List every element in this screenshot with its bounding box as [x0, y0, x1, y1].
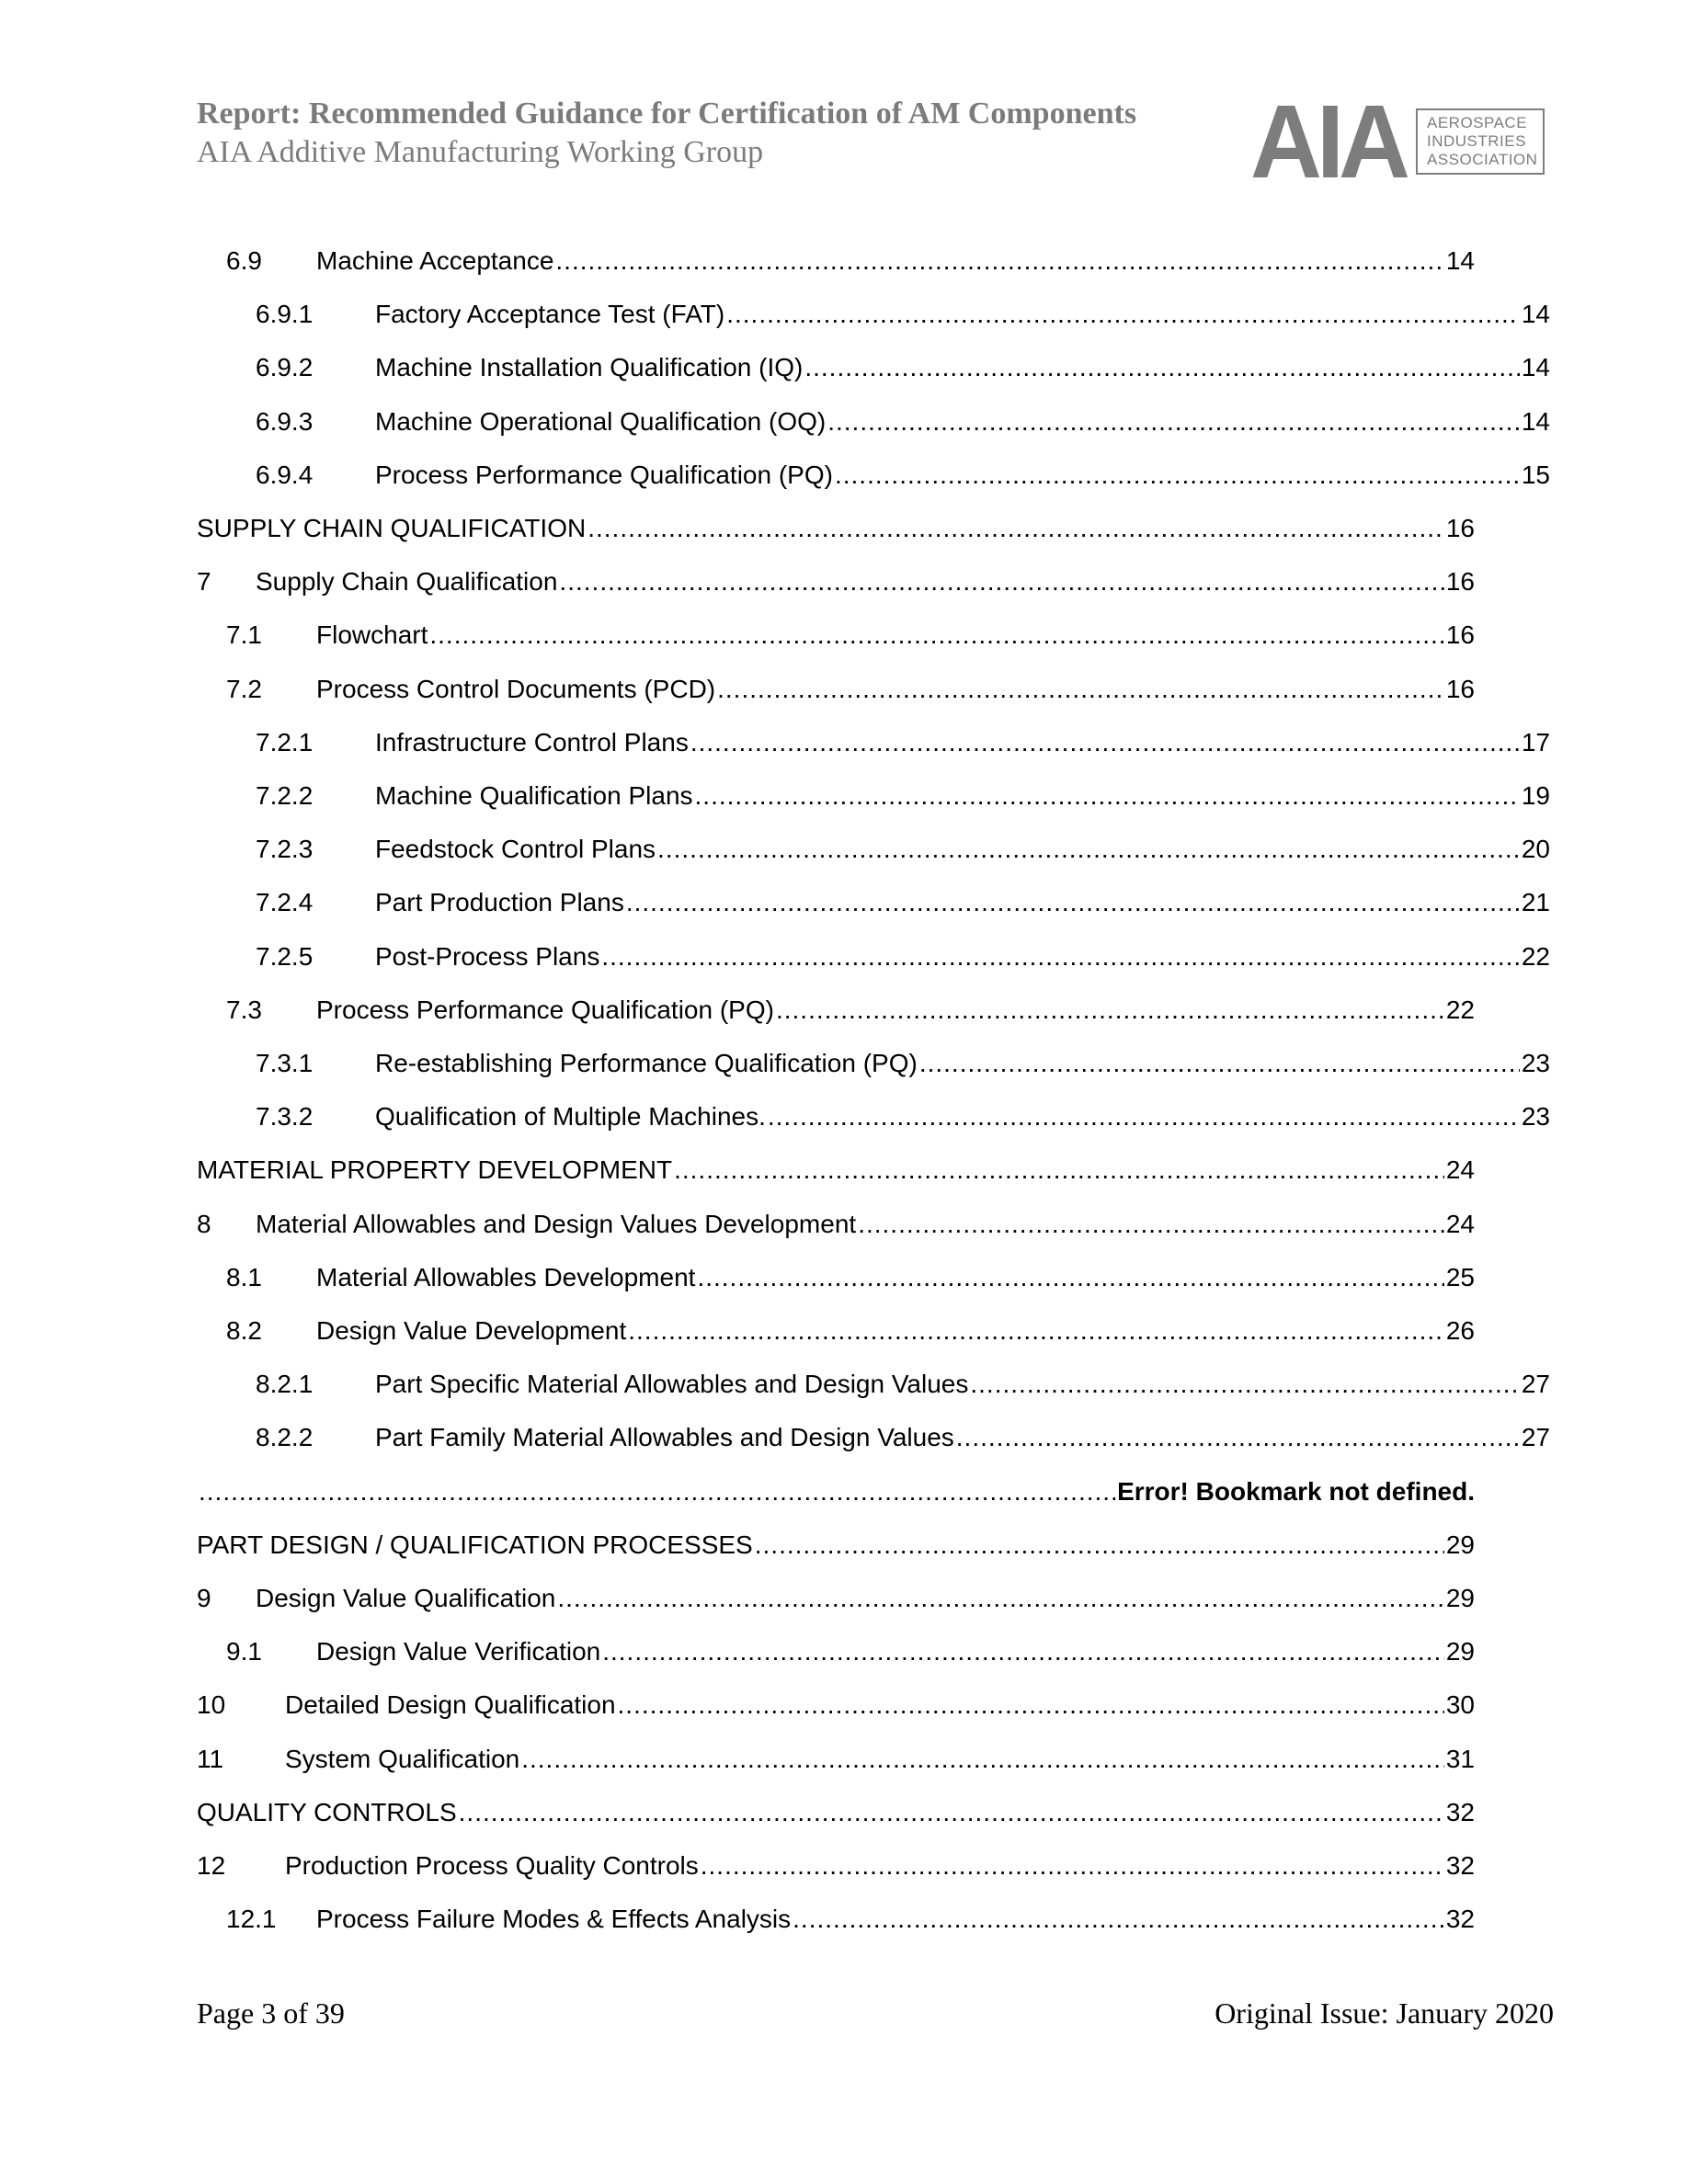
toc-leader-dots: [587, 510, 1444, 547]
toc-entry-page: 31: [1445, 1744, 1475, 1773]
toc-leader-dots: [429, 617, 1443, 654]
toc-leader-dots: [793, 1901, 1444, 1938]
toc-entry-number: 8: [197, 1209, 211, 1238]
toc-entry-title: Process Failure Modes & Effects Analysis: [316, 1905, 792, 1934]
toc-leader-dots: [768, 1098, 1520, 1135]
toc-entry-title: Design Value Development: [316, 1316, 627, 1345]
toc-leader-dots: [919, 1045, 1520, 1082]
toc-entry[interactable]: [256, 457, 1550, 494]
toc-entry[interactable]: [197, 1848, 1475, 1884]
toc-entry-title: Material Allowables Development: [316, 1262, 696, 1291]
page-number: Page 3 of 39: [197, 1996, 345, 2030]
toc-entry-title: Part Production Plans: [375, 888, 624, 917]
toc-entry[interactable]: [256, 296, 1550, 333]
logo-line: INDUSTRIES: [1427, 132, 1526, 150]
toc-entry-number: 7: [197, 567, 211, 597]
toc-entry-number: 7.1: [226, 620, 262, 650]
aia-logo-textbox: [1416, 108, 1545, 175]
toc-entry-number: 7.3: [226, 995, 262, 1024]
toc-entry-title: Machine Operational Qualification (OQ): [375, 406, 827, 436]
toc-entry-title: PART DESIGN / QUALIFICATION PROCESSES: [197, 1530, 753, 1559]
toc-entry[interactable]: [197, 1580, 1475, 1617]
toc-entry-title: Production Process Quality Controls: [285, 1851, 699, 1880]
toc-entry-page: 14: [1521, 300, 1550, 329]
toc-entry-page: 30: [1445, 1690, 1475, 1720]
toc-entry[interactable]: [256, 349, 1550, 386]
toc-entry-title: Flowchart: [316, 620, 428, 650]
toc-entry-title: Machine Installation Qualification (IQ): [375, 353, 804, 382]
logo-line: ASSOCIATION: [1427, 151, 1538, 168]
toc-entry-title: SUPPLY CHAIN QUALIFICATION: [197, 514, 587, 542]
toc-entry[interactable]: [197, 1527, 1475, 1564]
toc-entry-page: 21: [1521, 888, 1550, 917]
toc-entry-page: 29: [1445, 1584, 1475, 1612]
issue-date: Original Issue: January 2020: [1215, 1996, 1554, 2030]
toc-entry-number: 6.9.2: [256, 353, 314, 382]
toc-leader-dots: [459, 1794, 1444, 1831]
toc-entry-page: 32: [1445, 1851, 1475, 1880]
report-title: Report: Recommended Guidance for Certification of AM Components: [197, 97, 1137, 131]
toc-entry-title: MATERIAL PROPERTY DEVELOPMENT: [197, 1155, 673, 1185]
aia-logo: [1250, 82, 1554, 199]
toc-entry-number: 7.2.5: [256, 941, 314, 971]
toc-entry-page: 22: [1521, 941, 1550, 971]
toc-leader-dots: [956, 1419, 1520, 1456]
toc-entry-title: Feedstock Control Plans: [375, 835, 656, 864]
toc-entry-page: 24: [1445, 1155, 1475, 1185]
toc-entry-number: 6.9.1: [256, 300, 314, 329]
toc-entry-number: 8.2.1: [256, 1370, 314, 1399]
toc-leader-dots: [626, 884, 1520, 921]
aia-logo-mark: AIA: [1250, 82, 1405, 199]
toc-entry-page: 14: [1445, 246, 1475, 275]
toc-entry-number: 8.2.2: [256, 1423, 314, 1452]
toc-entry-number: 7.2.3: [256, 835, 314, 864]
toc-leader-dots: [701, 1848, 1444, 1884]
toc-entry[interactable]: [256, 778, 1550, 814]
toc-entry-number: 7.2.1: [256, 727, 314, 756]
toc-entry[interactable]: [197, 1687, 1475, 1723]
toc-entry-page: 25: [1445, 1262, 1475, 1291]
toc-entry-page: 16: [1445, 567, 1475, 597]
toc-entry-title: QUALITY CONTROLS: [197, 1797, 457, 1826]
toc-entry[interactable]: [197, 1741, 1475, 1778]
toc-leader-dots: [602, 1633, 1444, 1670]
toc-entry[interactable]: [197, 1206, 1475, 1243]
toc-entry[interactable]: [256, 1366, 1550, 1403]
toc-bookmark-error: Error! Bookmark not defined.: [1117, 1476, 1475, 1506]
toc-entry-title: Design Value Qualification: [256, 1584, 556, 1612]
toc-leader-dots: [601, 938, 1520, 975]
toc-entry-number: 12.1: [226, 1905, 277, 1934]
toc-entry[interactable]: [226, 617, 1475, 654]
toc-entry-page: 32: [1445, 1797, 1475, 1826]
toc-leader-dots: [674, 1152, 1444, 1189]
toc-leader-dots: [726, 296, 1520, 333]
toc-leader-dots: [858, 1206, 1444, 1243]
toc-entry-title: Machine Acceptance: [316, 246, 554, 275]
toc-leader-dots: [199, 1473, 1115, 1510]
toc-leader-dots: [695, 778, 1520, 814]
toc-entry[interactable]: [226, 243, 1475, 279]
toc-entry-title: System Qualification: [285, 1744, 520, 1773]
toc-entry[interactable]: [197, 1473, 1475, 1510]
toc-entry-page: 14: [1521, 406, 1550, 436]
toc-entry-page: 17: [1521, 727, 1550, 756]
toc-entry[interactable]: [256, 884, 1550, 921]
toc-entry[interactable]: [226, 1633, 1475, 1670]
toc-entry-title: Supply Chain Qualification: [256, 567, 558, 597]
toc-leader-dots: [835, 457, 1520, 494]
toc-entry-number: 7.2.4: [256, 888, 314, 917]
toc-entry-page: 29: [1445, 1530, 1475, 1559]
toc-entry-page: 22: [1445, 995, 1475, 1024]
toc-entry-number: 7.2.2: [256, 781, 314, 810]
toc-entry[interactable]: [226, 1313, 1475, 1349]
toc-leader-dots: [557, 1580, 1444, 1617]
toc-entry-number: 10: [197, 1690, 226, 1720]
toc-entry[interactable]: [226, 1901, 1475, 1938]
toc-entry-page: 20: [1521, 835, 1550, 864]
toc-entry[interactable]: [197, 1794, 1475, 1831]
toc-leader-dots: [628, 1313, 1444, 1349]
toc-entry-page: 32: [1445, 1905, 1475, 1934]
toc-entry-page: 27: [1521, 1370, 1550, 1399]
toc-entry-title: Qualification of Multiple Machines.: [375, 1102, 766, 1132]
toc-leader-dots: [657, 831, 1520, 868]
toc-entry-page: 16: [1445, 620, 1475, 650]
toc-entry-page: 24: [1445, 1209, 1475, 1238]
toc-entry-title: Process Performance Qualification (PQ): [375, 460, 833, 489]
toc-entry-title: Detailed Design Qualification: [285, 1690, 616, 1720]
toc-entry-page: 14: [1521, 353, 1550, 382]
toc-entry-number: 8.1: [226, 1262, 262, 1291]
toc-leader-dots: [970, 1366, 1519, 1403]
toc-entry-number: 9: [197, 1584, 211, 1612]
toc-entry-page: 16: [1445, 514, 1475, 542]
toc-entry-title: Machine Qualification Plans: [375, 781, 693, 810]
toc-entry[interactable]: [226, 1259, 1475, 1296]
toc-entry-title: Re-establishing Performance Qualification (PQ): [375, 1049, 918, 1077]
toc-entry[interactable]: [256, 724, 1550, 761]
toc-entry-title: Part Family Material Allowables and Design Values: [375, 1423, 954, 1452]
toc-entry[interactable]: [197, 510, 1475, 547]
toc-entry-page: 23: [1521, 1102, 1550, 1132]
toc-entry[interactable]: [256, 1098, 1550, 1135]
toc-leader-dots: [618, 1687, 1444, 1723]
toc-entry[interactable]: [256, 404, 1550, 440]
toc-entry-number: 6.9.3: [256, 406, 314, 436]
toc-entry-title: Factory Acceptance Test (FAT): [375, 300, 725, 329]
toc-entry-number: 7.2: [226, 674, 262, 703]
toc-entry-number: 12: [197, 1851, 226, 1880]
toc-entry-page: 16: [1445, 674, 1475, 703]
toc-entry-page: 23: [1521, 1049, 1550, 1077]
toc-entry-number: 6.9: [226, 246, 262, 275]
toc-entry[interactable]: [256, 831, 1550, 868]
toc-leader-dots: [776, 992, 1444, 1029]
toc-entry[interactable]: [256, 938, 1550, 975]
toc-leader-dots: [827, 404, 1520, 440]
toc-entry[interactable]: [197, 1152, 1475, 1189]
toc-entry-page: 27: [1521, 1423, 1550, 1452]
toc-entry-number: 6.9.4: [256, 460, 314, 489]
toc-entry[interactable]: [197, 563, 1475, 600]
toc-entry-title: Design Value Verification: [316, 1637, 601, 1666]
toc-leader-dots: [755, 1527, 1444, 1564]
toc-entry[interactable]: [256, 1419, 1550, 1456]
toc-leader-dots: [697, 1259, 1443, 1296]
toc-leader-dots: [555, 243, 1443, 279]
toc-leader-dots: [559, 563, 1443, 600]
toc-leader-dots: [690, 724, 1520, 761]
toc-entry-page: 19: [1521, 781, 1550, 810]
toc-leader-dots: [521, 1741, 1444, 1778]
toc-leader-dots: [804, 349, 1520, 386]
toc-entry-number: 11: [197, 1744, 224, 1773]
toc-entry-title: Process Performance Qualification (PQ): [316, 995, 774, 1024]
toc-entry-title: Material Allowables and Design Values Development: [256, 1209, 857, 1238]
logo-line: AEROSPACE: [1427, 114, 1528, 131]
toc-entry[interactable]: [226, 992, 1475, 1029]
toc-entry-number: 9.1: [226, 1637, 262, 1666]
toc-entry-page: 29: [1445, 1637, 1475, 1666]
toc-entry-number: 7.3.1: [256, 1049, 314, 1077]
toc-entry-page: 15: [1521, 460, 1550, 489]
toc-entry-number: 8.2: [226, 1316, 262, 1345]
toc-entry[interactable]: [256, 1045, 1550, 1082]
report-subtitle: AIA Additive Manufacturing Working Group: [197, 135, 764, 169]
toc-entry-title: Post-Process Plans: [375, 941, 600, 971]
toc-entry[interactable]: [226, 671, 1475, 708]
toc-entry-page: 26: [1445, 1316, 1475, 1345]
toc-leader-dots: [717, 671, 1444, 708]
toc-entry-title: Infrastructure Control Plans: [375, 727, 689, 756]
toc-entry-title: Part Specific Material Allowables and Design Values: [375, 1370, 969, 1399]
toc-entry-title: Process Control Documents (PCD): [316, 674, 716, 703]
toc-entry-number: 7.3.2: [256, 1102, 314, 1132]
